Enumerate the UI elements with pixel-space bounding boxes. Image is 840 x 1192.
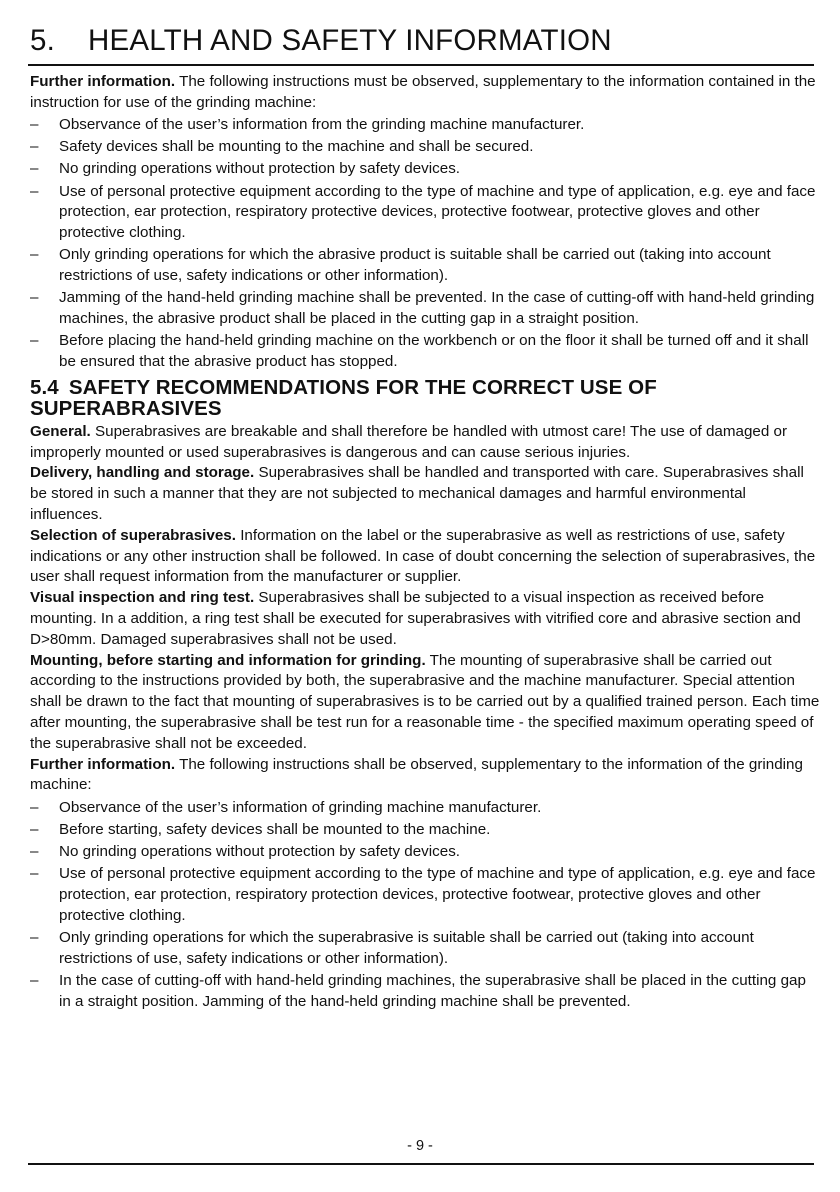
dash-marker: – (30, 971, 39, 989)
dash-marker: – (30, 289, 39, 307)
intro-paragraph (30, 72, 820, 114)
paragraph-text: Information on the label or the superabrasive as well as restrictions of use, safety indications or any other instruction shall be followed. In case of doubt concerning the selection of superabrasives, the user shall request information from the manufacturer or supplier. (30, 526, 816, 586)
heading-rule (28, 64, 814, 66)
dash-marker: – (30, 138, 39, 156)
paragraph-lead: Mounting, before starting and information for grinding. (30, 651, 426, 669)
list-item (30, 798, 820, 819)
list-item (30, 842, 820, 863)
subsection-instruction-list (30, 798, 820, 1013)
dash-marker: – (30, 928, 39, 946)
list-item-text: Before placing the hand-held grinding machine on the workbench or on the floor it shall be turned off and it shall be ensured that the abrasive product has stopped. (59, 332, 809, 371)
general-paragraph (30, 422, 820, 464)
dash-marker: – (30, 246, 39, 264)
list-item (30, 928, 820, 970)
list-item (30, 182, 820, 244)
list-item-text: Use of personal protective equipment according to the type of machine and type of application, e.g. eye and face protection, ear protection, respiratory protective devices, protective footwear, protective gloves and other protective clothing. (59, 182, 816, 242)
section-heading (30, 24, 612, 58)
list-item (30, 864, 820, 926)
paragraph-lead: Delivery, handling and storage. (30, 464, 255, 482)
section-title: HEALTH AND SAFETY INFORMATION (88, 24, 612, 57)
paragraph-text: The mounting of superabrasive shall be carried out according to the instructions provided by both, the superabrasive and the machine manufacturer. Special attention shall be drawn to the fact that mounting of superabrasives is to be carried out by a qualified trained person. Each time after mounting, the superabrasive shall be test run for a reasonable time - the specified maximum operating speed of the superabrasive shall not be exceeded. (30, 651, 820, 752)
dash-marker: – (30, 798, 39, 816)
subsection-number: 5.4 (30, 375, 59, 399)
selection-paragraph (30, 526, 820, 588)
list-item-text: Before starting, safety devices shall be mounted to the machine. (59, 820, 491, 838)
list-item (30, 115, 820, 136)
paragraph-text: Superabrasives shall be subjected to a visual inspection as received before mounting. In a addition, a ring test shall be executed for superabrasives with vitrified core and abrasive section and D>80mm. Damaged superabrasives shall not be used. (30, 589, 801, 648)
list-item-text: Safety devices shall be mounting to the machine and shall be secured. (59, 138, 534, 156)
subsection-heading (30, 377, 820, 420)
list-item (30, 331, 820, 373)
dash-marker: – (30, 115, 39, 133)
list-item (30, 971, 820, 1013)
paragraph-text: Superabrasives shall be handled and transported with care. Superabrasives shall be stored in such a manner that they are not subjected to mechanical damages and harmful environmental influences. (30, 464, 804, 524)
list-item (30, 245, 820, 287)
paragraph-lead: Visual inspection and ring test. (30, 589, 255, 607)
list-item-text: Use of personal protective equipment according to the type of machine and type of application, e.g. eye and face protection, ear protection, respiratory protection devices, protective footwear, protective gloves and other protective clothing. (59, 865, 816, 924)
section-number: 5. (30, 24, 56, 57)
page-number: - 9 - (407, 1138, 433, 1154)
dash-marker: – (30, 332, 39, 350)
list-item-text: In the case of cutting-off with hand-held grinding machines, the superabrasive shall be placed in the cutting gap in a straight position. Jamming of the hand-held grinding machine shall be prevented. (59, 971, 806, 1010)
paragraph-text: Superabrasives are breakable and shall therefore be handled with utmost care! The use of damaged or improperly mounted or used superabrasives is dangerous and can cause serious injuries. (30, 422, 788, 461)
intro-lead: Further information. (30, 73, 176, 90)
mounting-paragraph (30, 651, 820, 755)
list-item (30, 820, 820, 841)
paragraph-lead: Further information. (30, 755, 176, 773)
list-item (30, 159, 820, 180)
list-item-text: Only grinding operations for which the abrasive product is suitable shall be carried out (taking into account restrictions of use, safety indications or other information). (59, 246, 771, 285)
dash-marker: – (30, 843, 39, 860)
paragraph-lead: Selection of superabrasives. (30, 526, 236, 544)
list-item-text: No grinding operations without protection by safety devices. (59, 160, 461, 178)
dash-marker: – (30, 820, 39, 838)
dash-marker: – (30, 182, 39, 200)
dash-marker: – (30, 865, 39, 883)
footer-rule (28, 1163, 814, 1165)
list-item-text: Only grinding operations for which the superabrasive is suitable shall be carried out (taking into account restrictions of use, safety indications or other information). (59, 928, 754, 967)
list-item-text: Observance of the user’s information of grinding machine manufacturer. (59, 798, 542, 816)
inspection-paragraph (30, 588, 820, 650)
list-item (30, 137, 820, 158)
paragraph-lead: General. (30, 422, 91, 440)
list-item-text: Observance of the user’s information from the grinding machine manufacturer. (59, 115, 585, 133)
delivery-paragraph (30, 463, 820, 525)
section-instruction-list (30, 115, 820, 373)
intro-text: The following instructions must be observed, supplementary to the information contained in the instruction for use of the grinding machine: (30, 73, 816, 111)
list-item (30, 288, 820, 330)
paragraph-text: The following instructions shall be observed, supplementary to the information of the grinding machine: (30, 755, 803, 794)
document-body (30, 72, 820, 1013)
subsection-title: SAFETY RECOMMENDATIONS FOR THE CORRECT USE OF SUPERABRASIVES (30, 375, 657, 421)
list-item-text: No grinding operations without protection by safety devices. (59, 843, 461, 860)
dash-marker: – (30, 160, 39, 178)
list-item-text: Jamming of the hand-held grinding machine shall be prevented. In the case of cutting-off with hand-held grinding machines, the abrasive product shall be placed in the cutting gap in a straight position. (59, 289, 815, 328)
further-info-paragraph (30, 755, 820, 797)
